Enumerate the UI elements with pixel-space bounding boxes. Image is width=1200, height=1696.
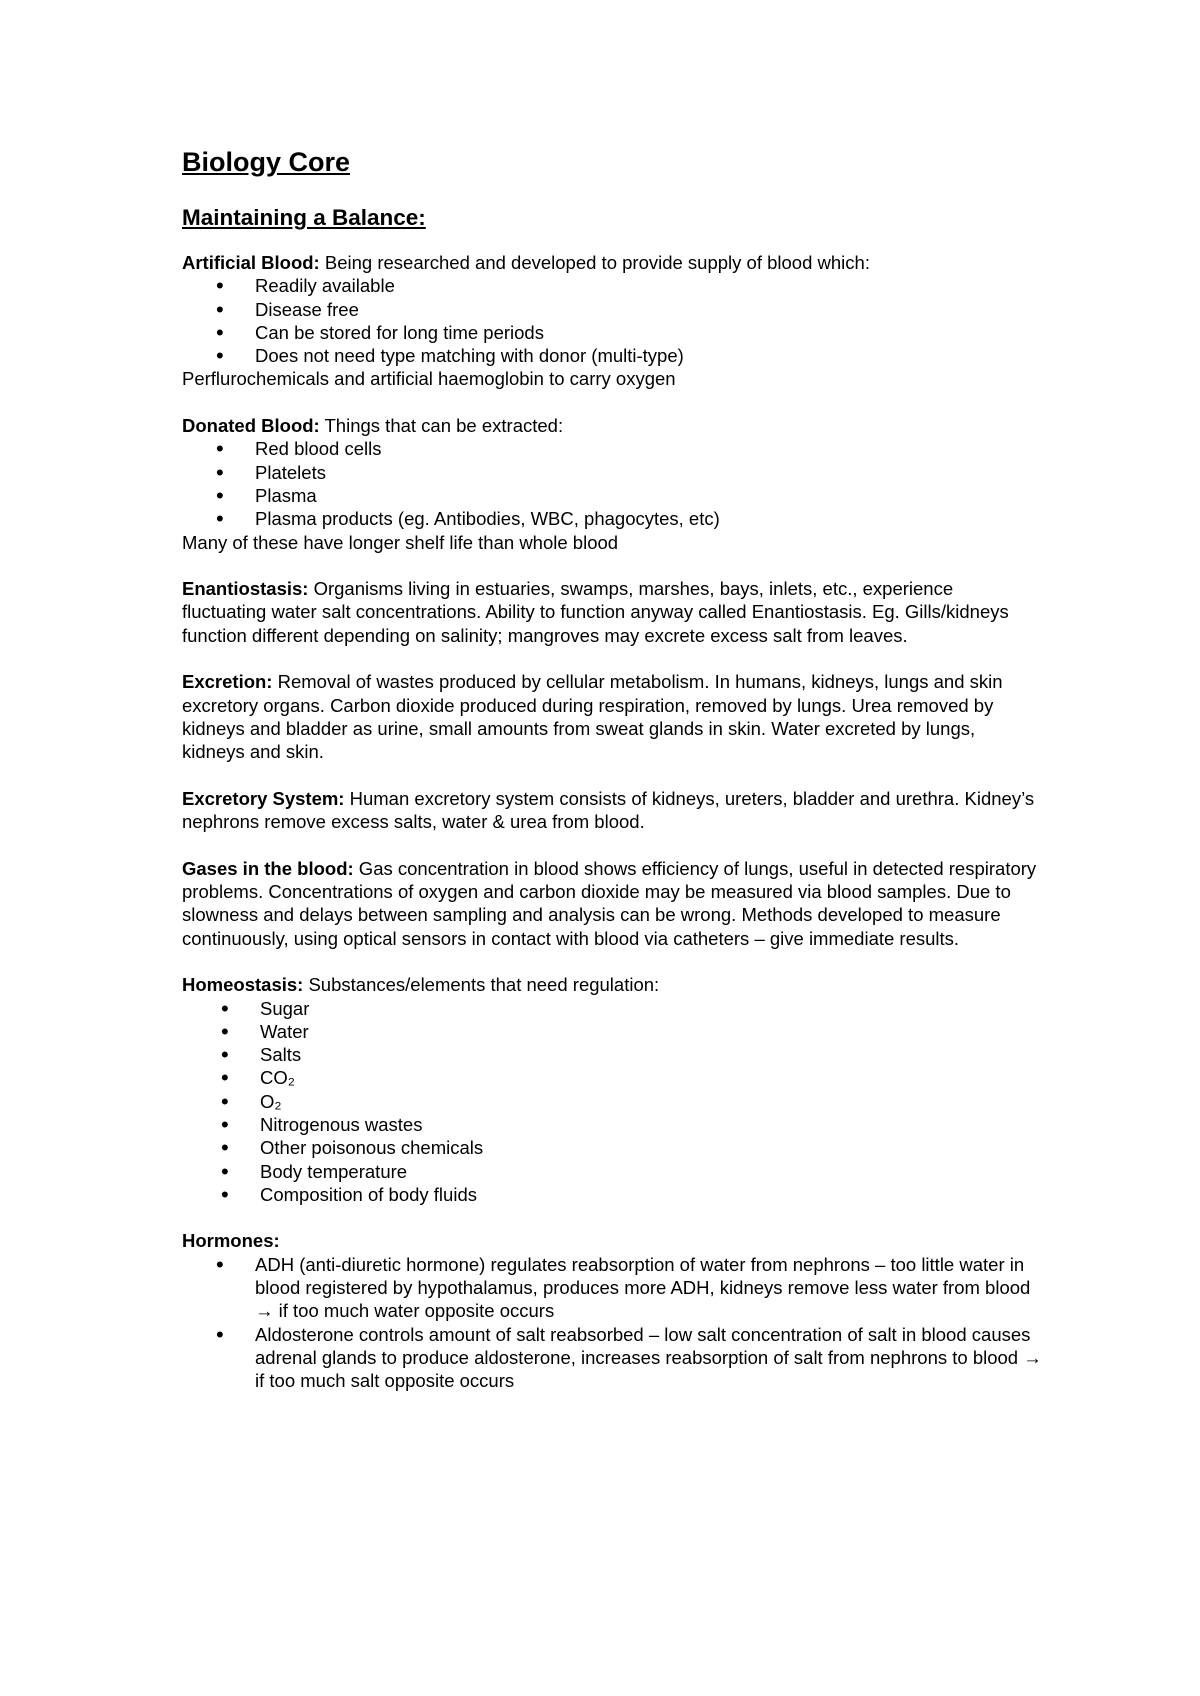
hormone-text: ADH (anti-diuretic hormone) regulates reabsorption of water from nephrons – too little water in blood registered by hypothalamus, produces more ADH, kidneys remove less water from blood bbox=[255, 1253, 1031, 1299]
intro-text: Being researched and developed to provide supply of blood which: bbox=[319, 252, 870, 273]
right-arrow-icon: → bbox=[1023, 1346, 1042, 1368]
right-arrow-icon: → bbox=[255, 1300, 274, 1322]
list-item: • Nitrogenous wastes bbox=[182, 1113, 1042, 1136]
list-item: • CO₂ bbox=[182, 1066, 1042, 1089]
artificial-blood-footer: Perflurochemicals and artificial haemoglobin to carry oxygen bbox=[182, 368, 676, 390]
paragraph-text: Gas concentration in blood shows efficiency of lungs, useful in detected respiratory problems. Concentrations of oxygen and carbon dioxide may be measured via blood samples. Due to slowness and delays between sampling and analysis can be wrong. Methods developed to measure continuously, using optical sensors in contact with blood via catheters – give immediate results. bbox=[182, 857, 1037, 949]
list-item: • Can be stored for long time periods bbox=[182, 321, 1042, 344]
section-body bbox=[182, 251, 1042, 1393]
hormones-block bbox=[182, 1229, 1042, 1392]
term-label: Gases in the blood: bbox=[182, 857, 354, 879]
list-item: • Plasma bbox=[182, 484, 1042, 507]
artificial-blood-list bbox=[182, 274, 1042, 367]
list-item bbox=[182, 1253, 1042, 1323]
hormones-list bbox=[182, 1253, 1042, 1393]
intro-text: Things that can be extracted: bbox=[319, 415, 564, 437]
hormone-text: Aldosterone controls amount of salt reabsorbed – low salt concentration of salt in blood causes adrenal glands to produce aldosterone, increases reabsorption of salt from nephrons to blood bbox=[255, 1323, 1031, 1368]
hormone-tail: if too much water opposite occurs bbox=[273, 1300, 555, 1322]
donated-blood-intro bbox=[182, 414, 1042, 437]
intro-text: Substances/elements that need regulation: bbox=[303, 974, 660, 996]
term-label: Excretory System: bbox=[182, 787, 345, 809]
term-label: Enantiostasis: bbox=[182, 578, 309, 600]
list-item: • Composition of body fluids bbox=[182, 1183, 1042, 1206]
donated-blood-footer: Many of these have longer shelf life than whole blood bbox=[182, 531, 619, 553]
artificial-blood-block bbox=[182, 251, 1042, 391]
paragraph-text: Human excretory system consists of kidneys, ureters, bladder and urethra. Kidney’s nephrons remove excess salts, water & urea from blood. bbox=[182, 787, 1035, 833]
list-item: • Plasma products (eg. Antibodies, WBC, phagocytes, etc) bbox=[182, 507, 1042, 530]
excretion-paragraph bbox=[182, 670, 1042, 763]
list-item: • Body temperature bbox=[182, 1160, 1042, 1183]
hormones-heading: Hormones: bbox=[182, 1230, 280, 1252]
list-item: • Does not need type matching with donor (multi-type) bbox=[182, 344, 1042, 367]
document-page bbox=[182, 140, 1042, 1393]
list-item: • Platelets bbox=[182, 461, 1042, 484]
homeostasis-intro bbox=[182, 973, 1042, 996]
homeostasis-block bbox=[182, 973, 1042, 1206]
paragraph-text: Organisms living in estuaries, swamps, marshes, bays, inlets, etc., experience fluctuating water salt concentrations. Ability to function anyway called Enantiostasis. Eg. Gills/kidneys function different depending on salinity; mangroves may excrete excess salt from leaves. bbox=[182, 578, 1009, 646]
list-item bbox=[182, 1323, 1042, 1393]
artificial-blood-intro bbox=[182, 251, 1042, 274]
list-item: • Other poisonous chemicals bbox=[182, 1136, 1042, 1159]
donated-blood-block bbox=[182, 414, 1042, 554]
list-item: • Salts bbox=[182, 1043, 1042, 1066]
term-label: Homeostasis: bbox=[182, 974, 304, 996]
enantiostasis-paragraph bbox=[182, 577, 1042, 647]
list-item: • Red blood cells bbox=[182, 437, 1042, 460]
list-item: • Water bbox=[182, 1020, 1042, 1043]
document-title: Biology Core bbox=[182, 147, 351, 177]
term-label: Excretion: bbox=[182, 671, 273, 693]
excretory-system-paragraph bbox=[182, 787, 1042, 834]
donated-blood-list bbox=[182, 437, 1042, 530]
paragraph-text: Removal of wastes produced by cellular metabolism. In humans, kidneys, lungs and skin excretory organs. Carbon dioxide produced during respiration, removed by lungs. Urea removed by kidneys and bladder as urine, small amounts from sweat glands in skin. Water excreted by lungs, kidneys and skin. bbox=[182, 671, 1003, 763]
homeostasis-list bbox=[182, 997, 1042, 1207]
list-item: • O₂ bbox=[182, 1090, 1042, 1113]
list-item: • Readily available bbox=[182, 274, 1042, 297]
section-title: Maintaining a Balance: bbox=[182, 205, 426, 230]
list-item: • Disease free bbox=[182, 298, 1042, 321]
list-item: • Sugar bbox=[182, 997, 1042, 1020]
term-label: Donated Blood: bbox=[182, 415, 320, 437]
term-label: Artificial Blood: bbox=[182, 252, 320, 273]
gases-paragraph bbox=[182, 857, 1042, 950]
hormone-tail: if too much salt opposite occurs bbox=[255, 1370, 515, 1392]
